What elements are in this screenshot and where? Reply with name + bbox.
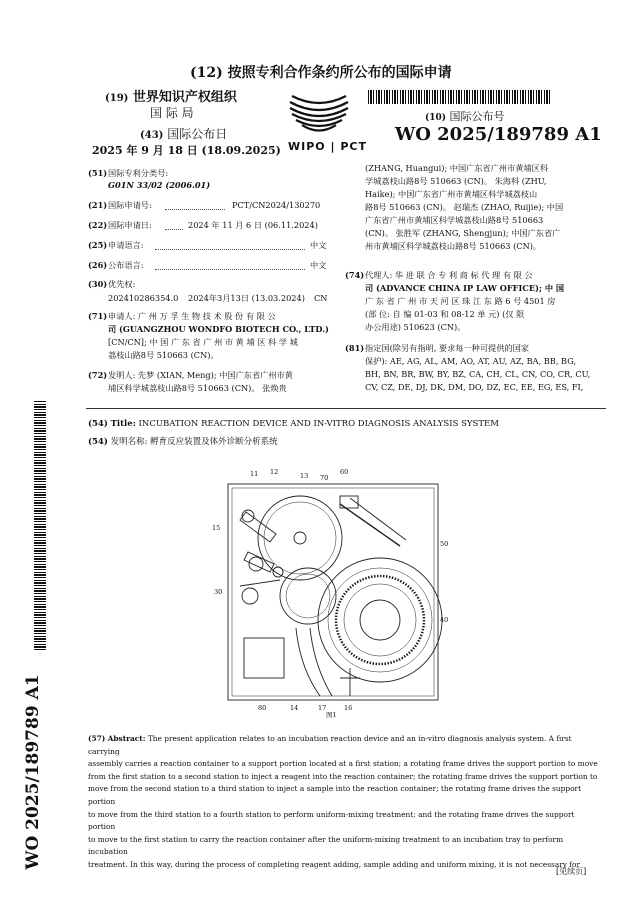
continued-note: [见续页] xyxy=(556,867,587,876)
priority-date: 2024年3月13日 (13.03.2024) xyxy=(188,293,305,303)
inventor-cont-line: (ZHANG, Huangui); 中国广东省广州市黄埔区科 xyxy=(365,163,549,173)
support-disk xyxy=(280,568,336,624)
org-line2: 国 际 局 xyxy=(150,106,194,120)
inventor-line: 埔区科学城荔枝山路8号 510663 (CN)。 张焕贵 xyxy=(108,383,287,393)
inventor-cont-line: 州市黄埔区科学城荔枝山路8号 510663 (CN)。 xyxy=(365,241,542,251)
side-pub-number: WO 2025/189789 A1 xyxy=(23,674,43,870)
ref-label: 70 xyxy=(320,474,329,482)
app-no-value: PCT/CN2024/130270 xyxy=(232,200,321,210)
applicant-line: [CN/CN]; 中 国 广 东 省 广 州 市 黄 埔 区 科 学 城 xyxy=(108,337,298,347)
pub-no-value: WO 2025/189789 A1 xyxy=(395,124,602,145)
field-code-81: (81) xyxy=(345,343,365,353)
agent-line: 代理人: 华 进 联 合 专 利 商 标 代 理 有 限 公 xyxy=(365,270,533,280)
field-code-26: (26) xyxy=(88,260,108,270)
field-code-21: (21) xyxy=(88,200,108,210)
abstract xyxy=(88,733,603,872)
ref-label: 16 xyxy=(344,704,353,712)
ref-label: 30 xyxy=(214,588,223,596)
app-no-label: 国际申请号: xyxy=(108,200,152,210)
inventor-cont-line: 广东省广州市黄埔区科学城荔枝山路8号 510663 xyxy=(365,215,544,225)
title-zh: (54) 发明名称: 孵育反应装置及体外诊断分析系统 xyxy=(88,437,278,447)
pub-lang-value: 中文 xyxy=(310,260,327,270)
abstract-line: to move from the third station to a fourth station to perform uniform-mixing treatment; and the rotating frame drives the support portion xyxy=(88,809,575,832)
ref-label: 17 xyxy=(318,704,327,712)
wipo-globe-icon xyxy=(282,92,356,138)
app-date-value: 2024 年 11 月 6 日 (06.11.2024) xyxy=(188,220,318,230)
field-code-72: (72) xyxy=(88,370,108,380)
rotating-frame xyxy=(258,496,342,580)
designated-states-line: BH, BN, BR, BW, BY, BZ, CA, CH, CL, CN, CO, CR, CU, xyxy=(365,369,591,379)
priority-country: CN xyxy=(314,293,328,303)
device-drawing xyxy=(200,468,450,720)
inventor-line: 发明人: 先梦 (XIAN, Meng); 中国广东省广州市黄 xyxy=(108,370,293,380)
field-code-22: (22) xyxy=(88,220,108,230)
pub-date-label: (43) 国际公布日 xyxy=(140,127,228,141)
priority-label: 优先权: xyxy=(108,279,136,289)
designated-states-line: CV, CZ, DE, DJ, DK, DM, DO, DZ, EC, EE, EG, ES, FI, xyxy=(365,382,584,392)
ref-label: 11 xyxy=(250,470,259,478)
designated-states-line: 指定国(除另有指明, 要求每一种可提供的国家 xyxy=(365,343,529,353)
field-code-51: (51) xyxy=(88,168,108,178)
field-code-30: (30) xyxy=(88,279,108,289)
device-frame xyxy=(228,484,438,700)
abstract-line: to move to the first station to carry the reaction container after the uniform-mixing treatment to an incubation tray to perform incubation xyxy=(88,834,564,857)
figure-caption: 图1 xyxy=(326,711,337,719)
filing-lang-label: 申请语言: xyxy=(108,240,144,250)
priority-number: 202410286354.0 xyxy=(108,293,179,303)
ref-label: 80 xyxy=(258,704,267,712)
ref-label: 60 xyxy=(340,468,349,476)
applicant-line: 荔枝山路8号 510663 (CN)。 xyxy=(108,350,219,360)
pub-no-label: (10) 国际公布号 xyxy=(425,110,505,123)
agent-line: 广 东 省 广 州 市 天 河 区 珠 江 东 路 6 号 4501 房 xyxy=(365,296,556,306)
ipc-value: G01N 33/02 (2006.01) xyxy=(108,180,211,190)
pub-lang-label: 公布语言: xyxy=(108,260,144,270)
separator-line xyxy=(86,408,606,409)
inventor-cont-line: 路8号 510663 (CN)。 赵瑞杰 (ZHAO, Ruijie); 中国 xyxy=(365,202,564,212)
abstract-line: assembly carries a reaction container to a support portion located at a first station; a rotating frame drives the support portion to move xyxy=(88,759,598,769)
ref-label: 13 xyxy=(300,472,309,480)
applicant-line: 司 (GUANGZHOU WONDFO BIOTECH CO., LTD.) xyxy=(108,324,329,334)
app-date-label: 国际申请日: xyxy=(108,220,152,230)
top-barcode xyxy=(368,90,550,104)
inventor-cont-line: 学城荔枝山路8号 510663 (CN)。 朱海科 (ZHU, xyxy=(365,176,547,186)
title-en: (54) Title: INCUBATION REACTION DEVICE AND IN-VITRO DIAGNOSIS ANALYSIS SYSTEM xyxy=(88,419,499,429)
ref-label: 50 xyxy=(440,540,449,548)
field-code-74: (74) xyxy=(345,270,365,280)
pub-date-value: 2025 年 9 月 18 日 (18.09.2025) xyxy=(92,144,281,157)
agent-line: (部 位: 自 编 01-03 和 08-12 单 元) (仅 限 xyxy=(365,309,525,319)
applicant-line: 申请人: 广 州 万 孚 生 物 技 术 股 份 有 限 公 xyxy=(108,311,276,321)
agent-line: 司 (ADVANCE CHINA IP LAW OFFICE); 中 国 xyxy=(365,283,565,293)
filing-lang-value: 中文 xyxy=(310,240,327,250)
wipo-logo xyxy=(282,92,356,138)
abstract-line: from the first station to a second station to inject a reagent into the reaction container; the rotating frame drives the support portion to xyxy=(88,771,598,781)
inventor-cont-line: (CN)。 张胜军 (ZHANG, Shengjun); 中国广东省广 xyxy=(365,228,561,238)
org-line1: (19) 世界知识产权组织 xyxy=(105,90,237,105)
ref-label: 12 xyxy=(270,468,279,476)
wipo-pct-text: WIPO | PCT xyxy=(288,140,367,153)
abstract-line: treatment. In this way, during the process of completing reagent adding, sample adding and uniform mixing, it is not necessary for xyxy=(88,859,581,869)
patent-figure xyxy=(200,468,450,720)
doc-type-title: (12) 按照专利合作条约所公布的国际申请 xyxy=(190,65,452,81)
ref-label: 14 xyxy=(290,704,299,712)
field-code-71: (71) xyxy=(88,311,108,321)
ref-label: 40 xyxy=(440,616,449,624)
inventor-cont-line: Haike); 中国广东省广州市黄埔区科学城荔枝山 xyxy=(365,189,538,199)
agent-line: 办公用途) 510623 (CN)。 xyxy=(365,322,466,332)
abstract-line: move from the second station to a third station to inject a sample into the reaction container; the rotating frame drives the support portion xyxy=(88,784,582,806)
field-code-25: (25) xyxy=(88,240,108,250)
ipc-label: 国际专利分类号: xyxy=(108,168,169,178)
designated-states-line: 保护): AE, AG, AL, AM, AO, AT, AU, AZ, BA, BB, BG, xyxy=(365,356,577,366)
side-barcode xyxy=(34,400,46,650)
ref-label: 15 xyxy=(212,524,221,532)
abstract-line: (57) Abstract: The present application relates to an incubation reaction device and an in-vitro diagnosis analysis system. A first carrying xyxy=(88,734,572,756)
